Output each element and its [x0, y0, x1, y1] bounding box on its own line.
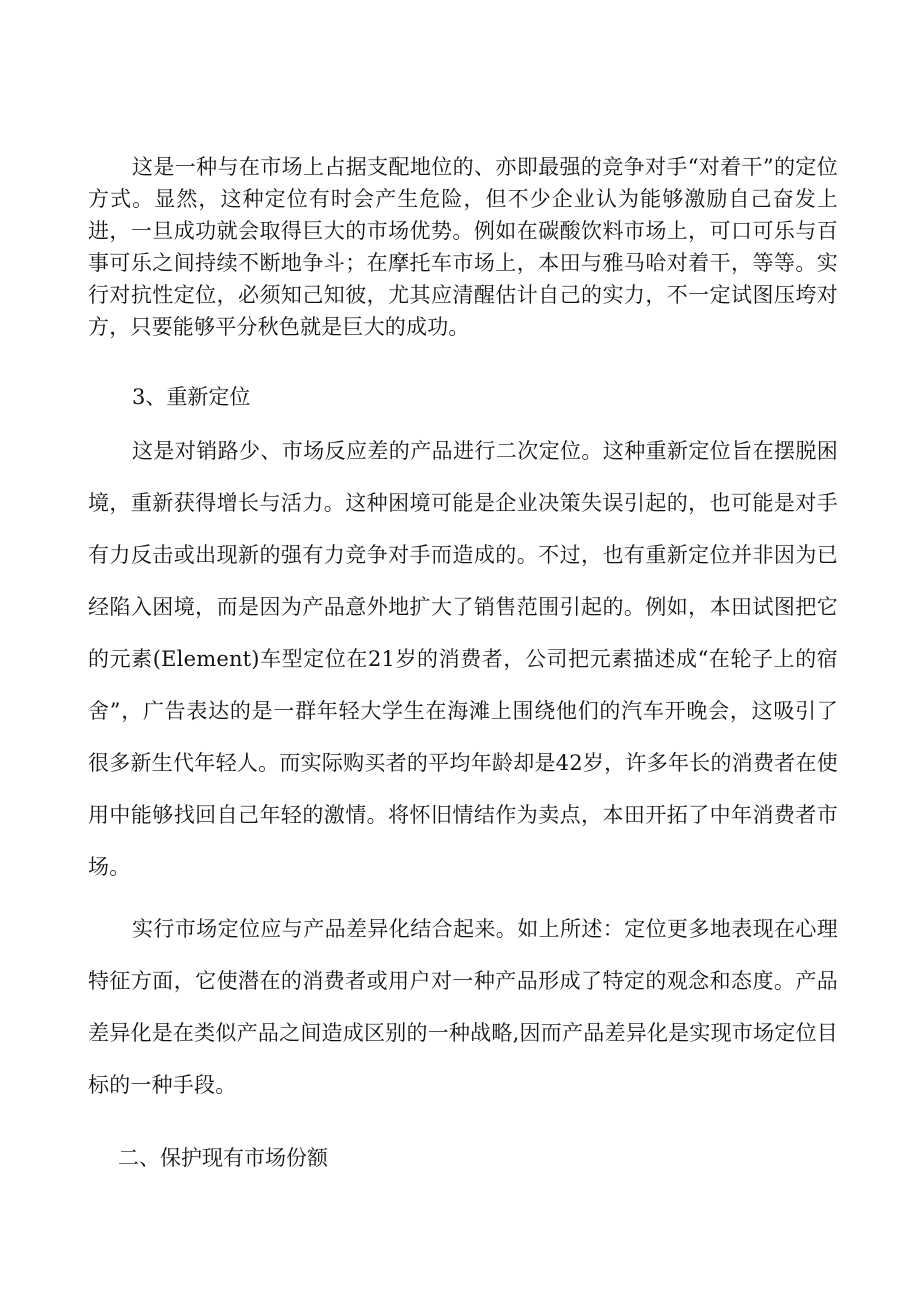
paragraph-repositioning: 这是对销路少、市场反应差的产品进行二次定位。这种重新定位旨在摆脱困境，重新获得增长与活力。这种困境可能是企业决策失误引起的，也可能是对手有力反击或出现新的强有力竞争对手而造成的。不过，也有重新定位并非因为已经陷入困境，而是因为产品意外地扩大了销售范围引起的。例如，本田试图把它的元素(Element)车型定位在21岁的消费者，公司把元素描述成“在轮子上的宿舍”，广告表达的是一群年轻大学生在海滩上围绕他们的汽车开晚会，这吸引了很多新生代年轻人。而实际购买者的平均年龄却是42岁，许多年长的消费者在使用中能够找回自己年轻的激情。将怀旧情结作为卖点，本田开拓了中年消费者市场。	[88, 439, 838, 879]
section-heading-repositioning: 3、重新定位	[132, 385, 251, 409]
paragraph-confrontational-positioning: 这是一种与在市场上占据支配地位的、亦即最强的竞争对手“对着干”的定位方式。显然，这种定位有时会产生危险，但不少企业认为能够激励自己奋发上进，一旦成功就会取得巨大的市场优势。例如在碳酸饮料市场上，可口可乐与百事可乐之间持续不断地争斗；在摩托车市场上，本田与雅马哈对着干，等等。实行对抗性定位，必须知己知彼，尤其应清醒估计自己的实力，不一定试图压垮对方，只要能够平分秋色就是巨大的成功。	[88, 155, 838, 339]
paragraph-differentiation: 实行市场定位应与产品差异化结合起来。如上所述：定位更多地表现在心理特征方面，它使潜在的消费者或用户对一种产品形成了特定的观念和态度。产品差异化是在类似产品之间造成区别的一种战略,因而产品差异化是实现市场定位目标的一种手段。	[88, 917, 838, 1097]
section-heading-protect-market-share: 二、保护现有市场份额	[118, 1146, 328, 1170]
